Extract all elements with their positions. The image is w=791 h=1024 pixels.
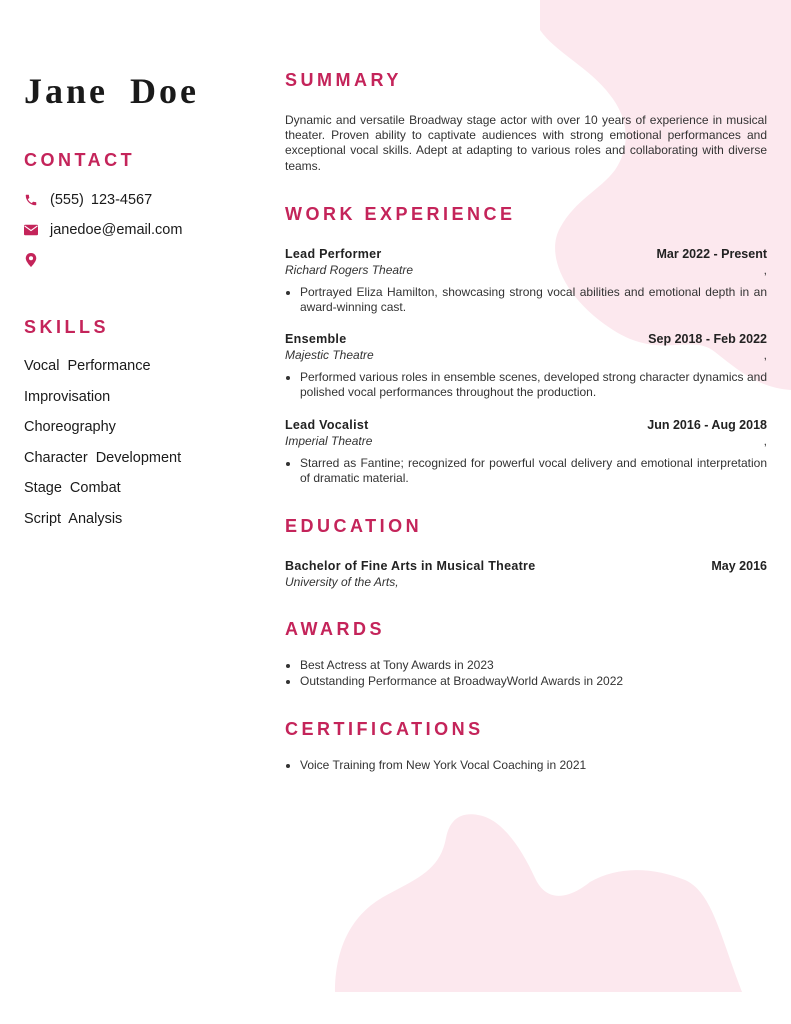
skill-item: Script Analysis [24, 510, 123, 527]
certification-item: • Voice Training from New York Vocal Coaching in 2021 [300, 758, 767, 773]
experience-heading: WORK EXPERIENCE [285, 203, 516, 224]
job-date: Jun 2016 - Aug 2018 [647, 417, 767, 432]
job-location: , [763, 433, 767, 448]
job-organization: Richard Rogers Theatre [285, 262, 414, 277]
school-name: University of the Arts, [285, 575, 399, 590]
left-column [24, 70, 244, 529]
certifications-heading: CERTIFICATIONS [285, 719, 484, 740]
job-bullet: • Starred as Fantine; recognized for powerful vocal delivery and emotional interpretation of dramatic material. [300, 456, 767, 486]
contact-heading: CONTACT [24, 150, 136, 170]
job-role: Lead Vocalist [285, 417, 369, 432]
skill-item: Vocal Performance [24, 358, 151, 374]
degree-title: Bachelor of Fine Arts in Musical Theatre [285, 559, 536, 574]
contact-phone [24, 191, 244, 209]
job-location: , [763, 262, 767, 277]
right-column [285, 70, 767, 775]
phone-number[interactable]: (555) 123-4567 [50, 192, 153, 208]
summary-text: Dynamic and versatile Broadway stage actor with over 10 years of experience in musical theater. Proven ability to captivate audiences with strong emotional performances and exceptional vocal skills. Adept at adapting to various roles and collaborating with diverse teams. [285, 113, 767, 173]
awards-list [285, 658, 767, 689]
job-role: Lead Performer [285, 246, 382, 261]
skill-item: Choreography [24, 419, 116, 436]
job-bullet: • Performed various roles in ensemble scenes, developed strong character dynamics and polished vocal performances throughout the production. [300, 370, 767, 400]
contact-email [24, 221, 244, 239]
award-item: • Best Actress at Tony Awards in 2023 [300, 658, 767, 673]
job-location: , [763, 348, 767, 363]
envelope-icon [24, 223, 38, 237]
job-organization: Imperial Theatre [285, 433, 373, 448]
skill-item: Stage Combat [24, 480, 121, 497]
job-role: Ensemble [285, 332, 347, 347]
job-entry [285, 247, 767, 315]
email-address[interactable]: janedoe@email.com [50, 222, 183, 238]
phone-icon [24, 193, 38, 207]
awards-heading: AWARDS [285, 619, 386, 640]
skills-heading: SKILLS [24, 317, 110, 337]
education-heading: EDUCATION [285, 516, 423, 537]
certifications-list [285, 758, 767, 773]
job-bullet: • Portrayed Eliza Hamilton, showcasing strong vocal abilities and emotional depth in an award-winning cast. [300, 285, 767, 315]
job-date: Sep 2018 - Feb 2022 [648, 332, 767, 347]
contact-location [24, 251, 244, 269]
summary-heading: SUMMARY [285, 70, 402, 90]
skill-item: Character Development [24, 449, 182, 466]
skill-item: Improvisation [24, 388, 111, 405]
decorative-blob-bottom [335, 814, 742, 992]
award-item: • Outstanding Performance at BroadwayWorld Awards in 2022 [300, 674, 767, 689]
job-entry [285, 418, 767, 486]
job-organization: Majestic Theatre [285, 348, 374, 363]
map-pin-icon [24, 253, 38, 267]
education-entry [285, 559, 767, 589]
job-date: Mar 2022 - Present [656, 246, 767, 261]
person-name: Jane Doe [24, 71, 199, 111]
graduation-date: May 2016 [711, 559, 767, 574]
job-entry [285, 332, 767, 400]
